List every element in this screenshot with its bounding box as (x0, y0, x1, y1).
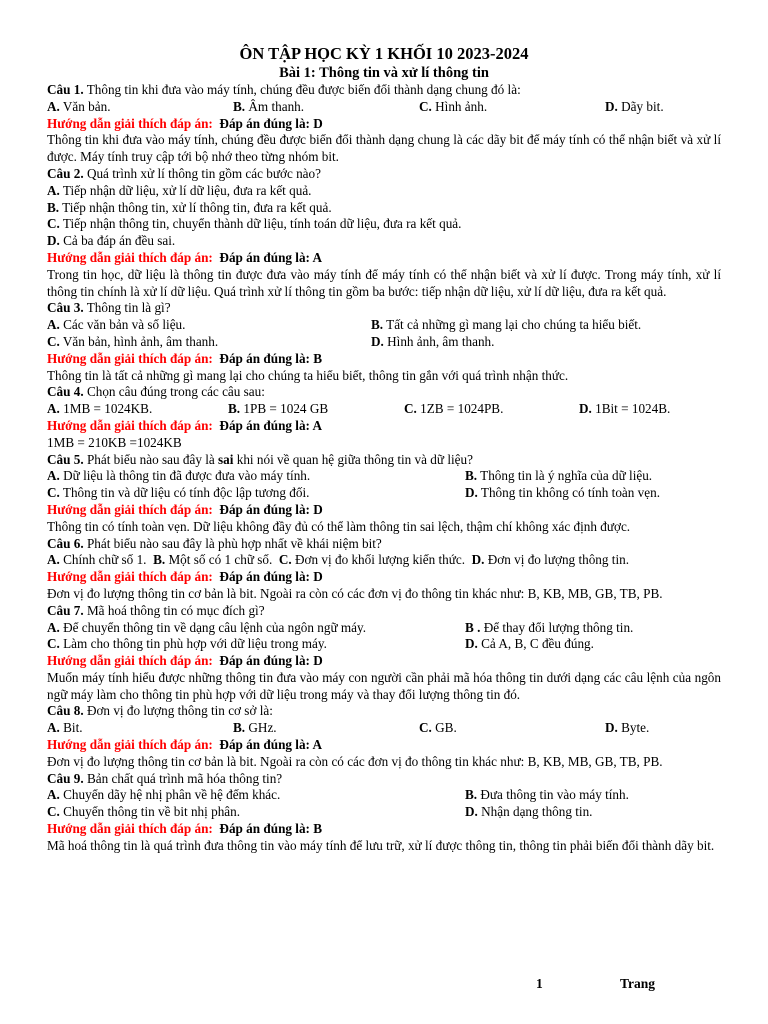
question-7-options-row1 (47, 620, 721, 637)
explanation: Thông tin khi đưa vào máy tính, chúng đều được biến đổi thành dạng chung là các dãy bit để máy tính có thể nhận biết và xử lí được. Máy tính truy cập tới bộ nhớ theo từng nhóm bit. (47, 132, 721, 165)
explanation: Trong tin học, dữ liệu là thông tin được đưa vào máy tính để máy tính có thể nhận biết và xử lí được. Trong máy tính, xử lí thông tin chính là xử lí dữ liệu. Quá trình xử lí thông tin gồm ba bước: tiếp nhận dữ liệu, xử lí dữ liệu, đưa ra kết quả. (47, 266, 721, 299)
option-d: D. Hình ảnh, âm thanh. (371, 333, 495, 349)
document-page (47, 44, 721, 855)
question-9-options-row1 (47, 787, 721, 804)
question-4: Câu 4. Chọn câu đúng trong các câu sau: (47, 384, 265, 400)
answer-line: Hướng dẫn giải thích đáp án: Đáp án đúng là: B (47, 821, 323, 837)
option-c: C. Văn bản, hình ảnh, âm thanh. (47, 333, 219, 349)
explanation: Thông tin là tất cả những gì mang lại cho chúng ta hiểu biết, thông tin gắn với quá trình nhận thức. (47, 367, 569, 383)
option-a: A. Các văn bản và số liệu. (47, 317, 186, 333)
option-c: C. 1ZB = 1024PB. (404, 401, 504, 417)
option-b: B. Tất cả những gì mang lại cho chúng ta hiểu biết. (371, 317, 642, 333)
page-label: Trang (620, 976, 656, 991)
answer-line: Hướng dẫn giải thích đáp án: Đáp án đúng là: B (47, 350, 323, 366)
explanation: Muốn máy tính hiểu được những thông tin đưa vào máy con người cần phải mã hóa thông tin dưới dạng các câu lệnh của ngôn ngữ máy làm cho thông tin phù hợp với dữ liệu trong máy và thay đổi lượng thông tin đó. (47, 669, 721, 702)
explanation: Thông tin có tính toàn vẹn. Dữ liệu không đầy đủ có thể làm thông tin sai lệch, thậm chí không xác định được. (47, 518, 631, 534)
question-5-options-row1 (47, 468, 721, 485)
answer-line (47, 116, 721, 133)
option-a: A. Chuyển dãy hệ nhị phân về hệ đếm khác. (47, 787, 281, 803)
option-d: D. Nhận dạng thông tin. (465, 804, 593, 820)
explanation: Mã hoá thông tin là quá trình đưa thông tin vào máy tính để lưu trữ, xử lí được thông tin, thông tin phải biến đổi thành dãy bit. (47, 837, 715, 853)
question-3-options-row1 (47, 317, 721, 334)
guide-label: Hướng dẫn giải thích đáp án: (47, 115, 213, 131)
option-c: C. GB. (419, 720, 457, 736)
question-6-options: A. Chính chữ số 1. B. Một số có 1 chữ số. C. Đơn vị đo khối lượng kiến thức. D. Đơn vị đo lượng thông tin. (47, 552, 630, 568)
correct-answer: Đáp án đúng là: D (219, 115, 323, 131)
question-7-options-row2 (47, 636, 721, 653)
question-5-options-row2 (47, 485, 721, 502)
page-title: ÔN TẬP HỌC KỲ 1 KHỐI 10 2023-2024 (239, 44, 529, 63)
option-d: D. Byte. (605, 720, 650, 736)
option-b: B. GHz. (233, 720, 277, 736)
question-9-options-row2 (47, 804, 721, 821)
question-1-options (47, 99, 721, 116)
question-7: Câu 7. Mã hoá thông tin có mục đích gì? (47, 602, 265, 618)
option-c: C. Hình ảnh. (419, 98, 488, 114)
option-a: A. Bit. (47, 720, 83, 736)
question-1 (47, 82, 721, 99)
option-c: C. Chuyển thông tin về bit nhị phân. (47, 804, 241, 820)
question-3-options-row2 (47, 334, 721, 351)
option-b: B. Thông tin là ý nghĩa của dữ liệu. (465, 468, 653, 484)
option-d: D. Dãy bit. (605, 98, 664, 114)
option-c: C. Thông tin và dữ liệu có tính độc lập tương đối. (47, 485, 310, 501)
option-d: D. Thông tin không có tính toàn vẹn. (465, 485, 660, 501)
question-4-options (47, 401, 721, 418)
question-number: Câu 1. (47, 82, 84, 97)
question-9: Câu 9. Bản chất quá trình mã hóa thông tin? (47, 770, 283, 786)
explanation: Đơn vị đo lượng thông tin cơ bản là bit. Ngoài ra còn có các đơn vị đo thông tin khác như: B, KB, MB, GB, TB, PB. (47, 585, 663, 601)
option-d: D. Cả ba đáp án đều sai. (47, 233, 176, 249)
option-a: A. Văn bản. (47, 98, 111, 114)
answer-line: Hướng dẫn giải thích đáp án: Đáp án đúng là: A (47, 249, 323, 265)
option-a: A. Dữ liệu là thông tin đã được đưa vào máy tính. (47, 468, 311, 484)
option-d: D. 1Bit = 1024B. (579, 401, 671, 417)
question-text: Thông tin khi đưa vào máy tính, chúng đều được biến đổi thành dạng chung đó là: (83, 82, 521, 97)
lesson-title: Bài 1: Thông tin và xử lí thông tin (279, 65, 489, 81)
question-6: Câu 6. Phát biểu nào sau đây là phù hợp nhất về khái niệm bit? (47, 535, 382, 551)
option-d: D. Cả A, B, C đều đúng. (465, 636, 594, 652)
answer-line: Hướng dẫn giải thích đáp án: Đáp án đúng là: A (47, 737, 323, 753)
question-8: Câu 8. Đơn vị đo lượng thông tin cơ sở là: (47, 703, 273, 719)
answer-line: Hướng dẫn giải thích đáp án: Đáp án đúng là: D (47, 653, 323, 669)
option-a: A. Tiếp nhận dữ liệu, xử lí dữ liệu, đưa ra kết quả. (47, 182, 312, 198)
explanation: Đơn vị đo lượng thông tin cơ bản là bit. Ngoài ra còn có các đơn vị đo thông tin khác như: B, KB, MB, GB, TB, PB. (47, 753, 663, 769)
option-b: B. Tiếp nhận thông tin, xử lí thông tin, đưa ra kết quả. (47, 199, 332, 215)
option-a: A. Để chuyển thông tin về dạng câu lệnh của ngôn ngữ máy. (47, 619, 367, 635)
option-b: B . Để thay đổi lượng thông tin. (465, 619, 634, 635)
option-b: B. Âm thanh. (233, 98, 305, 114)
option-c: C. Làm cho thông tin phù hợp với dữ liệu trong máy. (47, 636, 327, 652)
question-3: Câu 3. Thông tin là gì? (47, 300, 171, 316)
question-2: Câu 2. Quá trình xử lí thông tin gồm các bước nào? (47, 165, 321, 181)
option-c: C. Tiếp nhận thông tin, chuyển thành dữ liệu, tính toán dữ liệu, đưa ra kết quả. (47, 216, 462, 232)
option-b: B. 1PB = 1024 GB (228, 401, 329, 417)
answer-line: Hướng dẫn giải thích đáp án: Đáp án đúng là: A (47, 417, 323, 433)
question-8-options (47, 720, 721, 737)
option-b: B. Đưa thông tin vào máy tính. (465, 787, 629, 803)
answer-line: Hướng dẫn giải thích đáp án: Đáp án đúng là: D (47, 501, 323, 517)
page-number: 1 (536, 976, 543, 991)
question-5: Câu 5. Phát biểu nào sau đây là sai khi nói về quan hệ giữa thông tin và dữ liệu? (47, 451, 473, 467)
explanation: 1MB = 210KB =1024KB (47, 434, 182, 450)
option-a: A. 1MB = 1024KB. (47, 401, 153, 417)
answer-line: Hướng dẫn giải thích đáp án: Đáp án đúng là: D (47, 569, 323, 585)
